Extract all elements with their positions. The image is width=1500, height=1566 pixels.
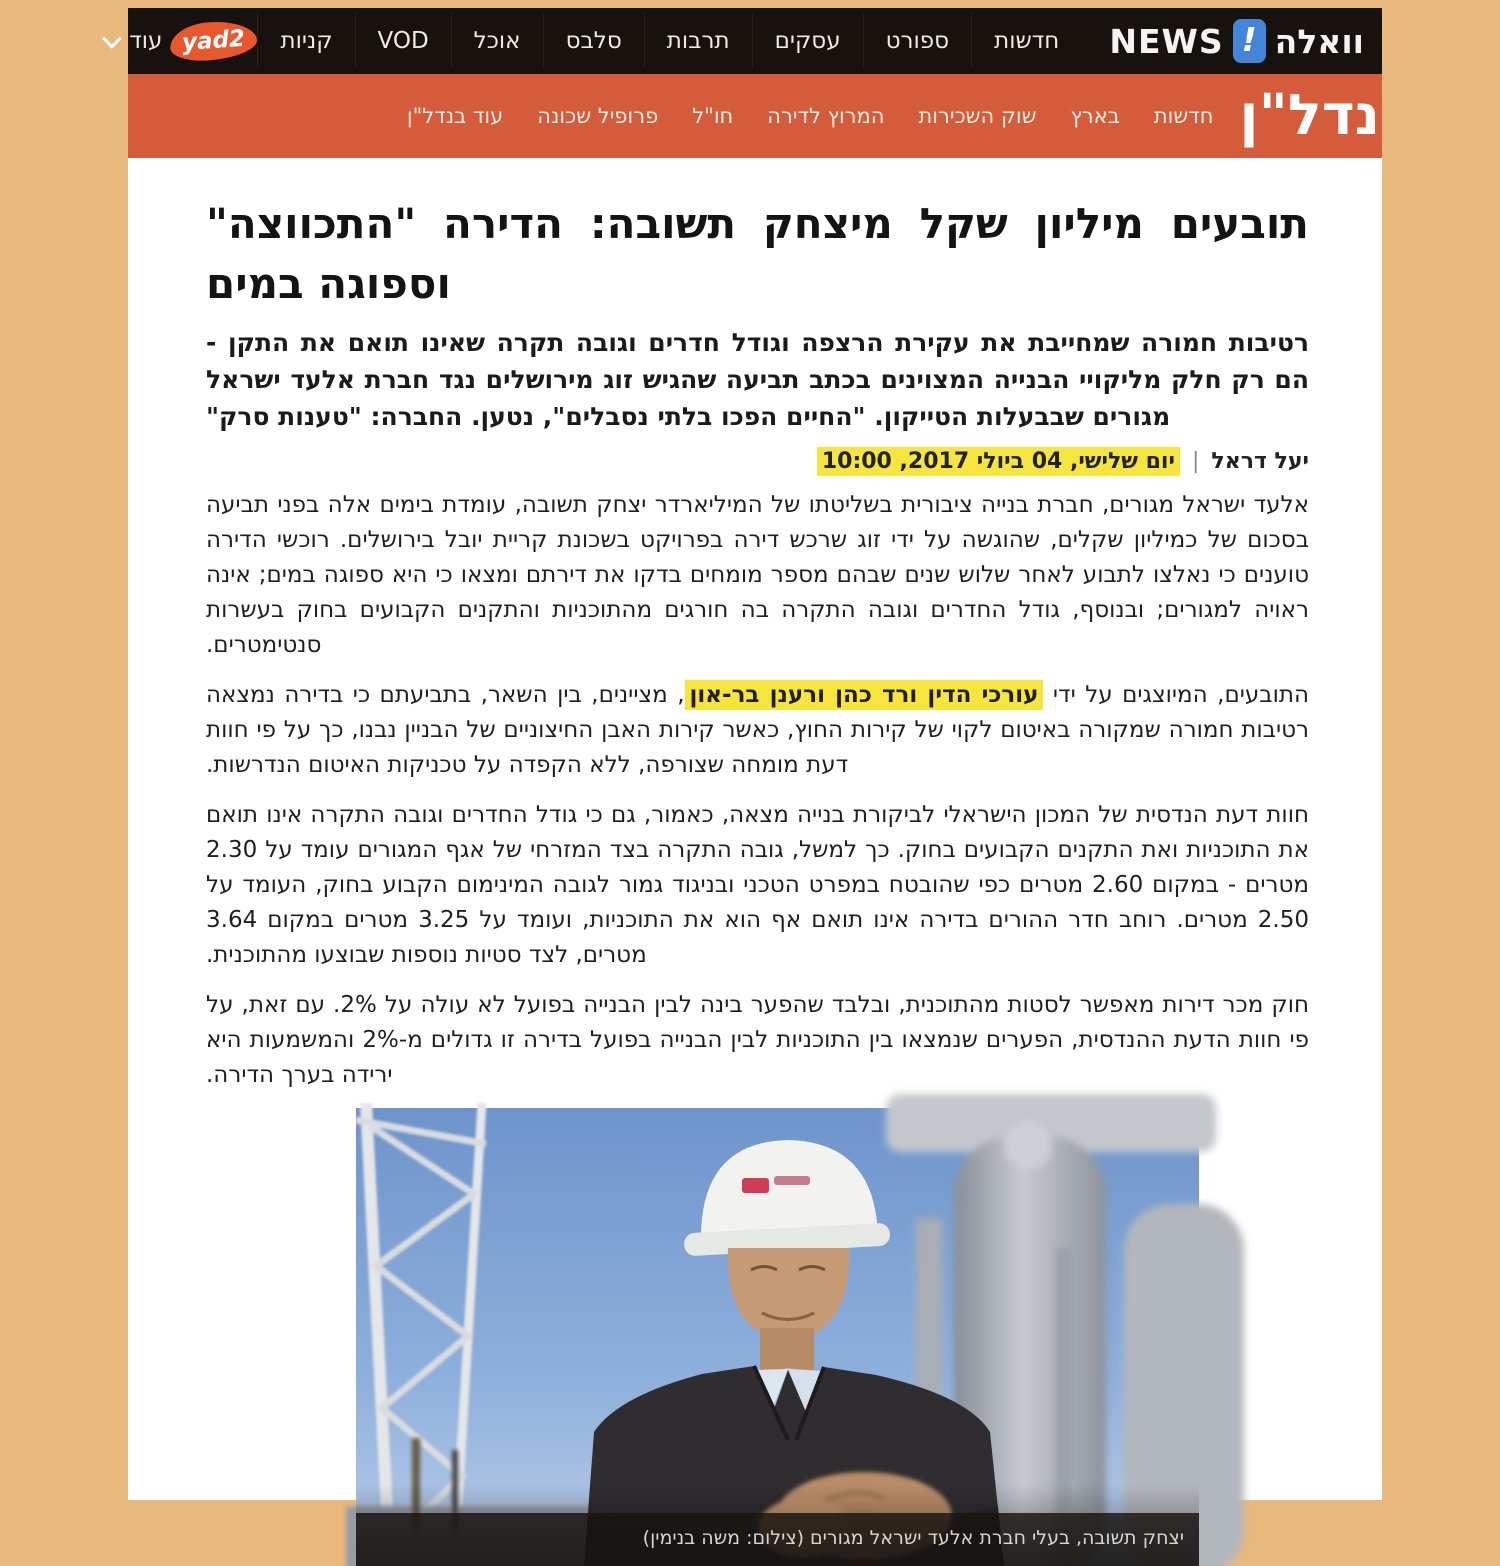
walla-news-logo[interactable] xyxy=(1109,19,1364,63)
topnav-item-sports[interactable]: ספורט xyxy=(863,14,971,68)
sectionnav-item-rental-market[interactable]: שוק השכירות xyxy=(918,104,1037,128)
byline-separator: | xyxy=(1191,449,1200,474)
lawyers-names-highlight: עורכי הדין ורד כהן ורענן בר-און xyxy=(685,680,1044,710)
walla-logo-text: וואלה xyxy=(1274,21,1364,61)
paragraph-4: חוק מכר דירות מאפשר לסטות מהתוכנית, ובלבד שהפער בינה לבין הבנייה בפועל לא עולה על 2%. עם זאת, על פי חוות הדעת ההנדסית, הפערים שנמצאו בין התוכניות לבין הבנייה בפועל בדירה זו גדולים מ-2% והמשמעות היא ירידה בערך הדירה. xyxy=(206,992,1309,1088)
sectionnav-item-news[interactable]: חדשות xyxy=(1153,104,1214,128)
article-headline: תובעים מיליון שקל מיצחק תשובה: הדירה "התכווצה" וספוגה במים xyxy=(206,199,1309,308)
section-nav-items xyxy=(407,104,1214,128)
nadlan-section-logo[interactable]: נדל"ן xyxy=(1239,83,1380,148)
paragraph-2 xyxy=(206,678,1309,783)
sectionnav-item-neighborhood-profile[interactable]: פרופיל שכונה xyxy=(537,104,659,128)
article-byline xyxy=(206,449,1309,474)
article-subheadline: רטיבות חמורה שמחייבת את עקירת הרצפה וגודל חדרים וגובה תקרה שאינו תואם את התקן - הם רק חלק מליקויי הבנייה המצוינים בכתב תביעה שהגיש זוג מירושלים נגד חברת אלעד ישראל מגורים שבבעלות הטייקון. "החיים הפכו בלתי נסבלים", נטען. החברה: "טענות סרק" xyxy=(206,328,1309,431)
paragraph-3: חוות דעת הנדסית של המכון הישראלי לביקורת בנייה מצאה, כאמור, גם כי גודל החדרים וגובה התקרה אינו תואם את התוכניות ואת התקנים הקבועים בחוק. כך למשל, גובה התקרה בצד המזרחי של אגף המגורים עומד על 2.30 מטרים - במקום 2.60 מטרים כפי שהובטח במפרט הטכני ובניגוד גמור לגובה המינימום הקבוע בחוק, העומד על 2.50 מטרים. רוחב חדר ההורים בדירה אינו תואם אף הוא את התוכניות, ועומד על 3.25 מטרים במקום 3.64 מטרים, לצד סטיות נוספות שבוצעו מהתוכנית. xyxy=(206,802,1309,968)
article-content xyxy=(128,194,1382,1566)
news-logo-text: NEWS xyxy=(1109,21,1224,61)
topnav-more-menu[interactable] xyxy=(99,28,170,54)
topnav-item-celebs[interactable]: סלבס xyxy=(543,14,644,68)
sectionnav-item-more-realestate[interactable]: עוד בנדל"ן xyxy=(406,104,504,128)
top-navbar xyxy=(128,8,1382,74)
topnav-item-food[interactable]: אוכל xyxy=(451,14,543,68)
publish-datetime: יום שלישי, 04 ביולי 2017, 10:00 xyxy=(817,447,1180,476)
topnav-item-business[interactable]: עסקים xyxy=(752,14,863,68)
chevron-down-icon xyxy=(102,29,122,49)
article-photo xyxy=(356,1108,1199,1566)
paragraph-1: אלעד ישראל מגורים, חברת בנייה ציבורית בשליטתו של המיליארדר יצחק תשובה, עומדת בימים אלה בפני תביעה בסכום של כמיליון שקלים, שהוגשה על ידי זוג שרכש דירה בפרויקט בשכונת קריית יובל בירושלים. רוכשי הדירה טוענים כי נאלצו לתבוע לאחר שלוש שנים שבהם מספר מומחים בדקו את דירתם ומצאו כי היא ספוגה במים; אינה ראויה למגורים; ובנוסף, גודל החדרים וגובה התקרה בה חורגים מהתוכניות והתקנים הקבועים בחוק בעשרות סנטימטרים. xyxy=(206,492,1309,658)
topnav-item-culture[interactable]: תרבות xyxy=(644,14,752,68)
paragraph-2-text-cont: , מציינים, בין השאר, בתביעתם כי בדירה נמצאה רטיבות חמורה שמקורה באיטום לקוי של קירות החוץ, כאשר קירות האבן החיצוניים של הבניין נבנו, כך על פי חוות דעת מומחה שצורפה, ללא הקפדה על טכניקות האיטום הנדרשות. xyxy=(206,682,1309,778)
sectionnav-item-israel[interactable]: בארץ xyxy=(1070,104,1120,128)
sectionnav-item-abroad[interactable]: חו"ל xyxy=(692,104,734,128)
sectionnav-item-race-for-apartment[interactable]: המרוץ לדירה xyxy=(767,104,885,128)
walla-bang-icon: ! xyxy=(1233,19,1266,63)
photo-caption: יצחק תשובה, בעלי חברת אלעד ישראל מגורים (צילום: משה בנימין) xyxy=(356,1513,1199,1566)
topnav-item-vod[interactable]: VOD xyxy=(355,14,451,68)
paragraph-2-text: התובעים, המיוצגים על ידי xyxy=(1043,682,1309,708)
article-page xyxy=(128,8,1382,1549)
author-name[interactable]: יעל דראל xyxy=(1211,449,1309,474)
photo-illustration xyxy=(356,1108,1199,1566)
topnav-item-shopping[interactable]: קניות xyxy=(257,14,354,68)
more-label: עוד xyxy=(129,28,163,54)
top-nav-items xyxy=(99,14,1081,68)
yad2-logo[interactable]: yad2 xyxy=(169,19,258,63)
realestate-navbar xyxy=(128,74,1382,158)
topnav-item-news[interactable]: חדשות xyxy=(971,14,1081,68)
